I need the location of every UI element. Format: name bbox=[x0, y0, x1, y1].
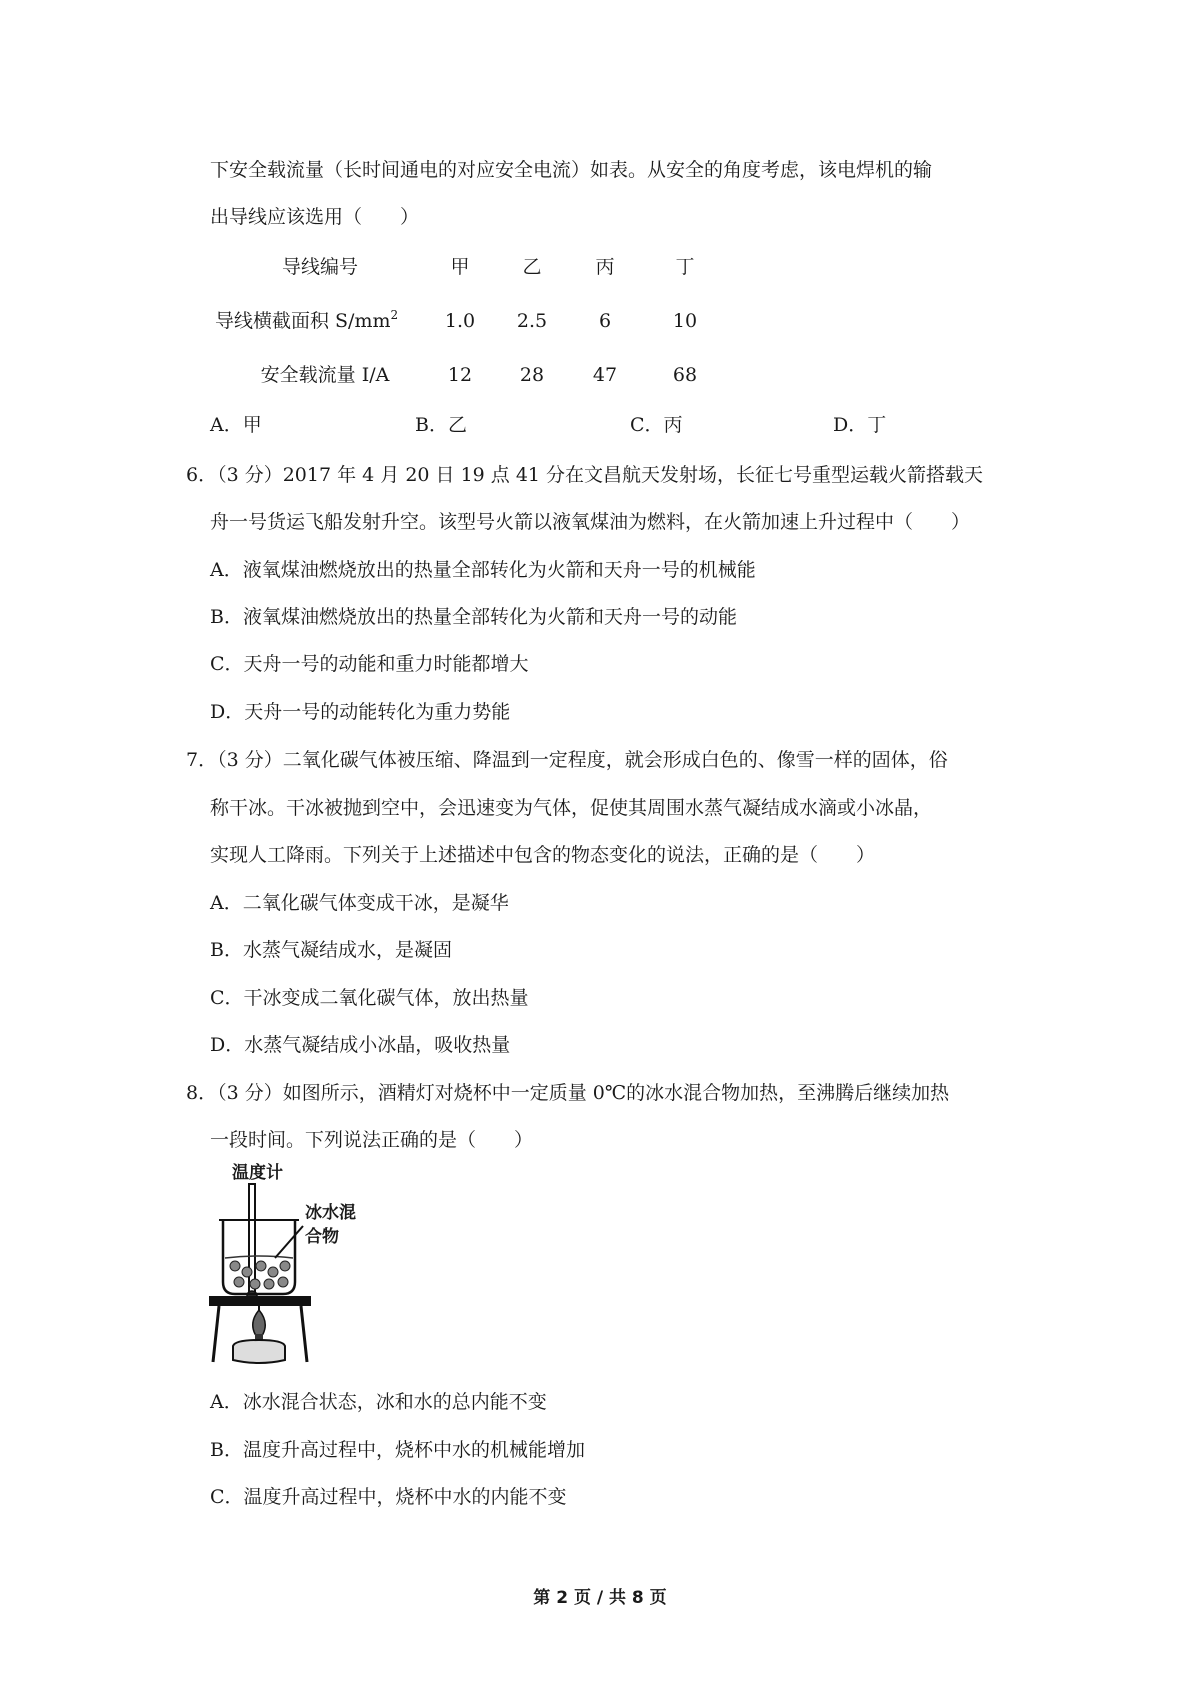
table-cell: 1.0 bbox=[444, 310, 476, 332]
table-cell: 12 bbox=[447, 364, 473, 386]
table-cell: 6 bbox=[598, 310, 612, 332]
q8-option-c: C．温度升高过程中，烧杯中水的内能不变 bbox=[210, 1486, 567, 1508]
apparatus-drawing bbox=[205, 1162, 395, 1372]
table-header-wire-id: 导线编号 bbox=[281, 256, 358, 278]
q7-stem-line-1: 7．（3 分）二氧化碳气体被压缩、降温到一定程度，就会形成白色的、像雪一样的固体，俗 bbox=[186, 749, 948, 771]
table-header-ding: 丁 bbox=[675, 256, 695, 278]
alcohol-lamp-shape bbox=[233, 1340, 285, 1363]
table-cell: 47 bbox=[592, 364, 618, 386]
gauze-shape bbox=[209, 1296, 311, 1306]
table-cell: 2.5 bbox=[516, 310, 548, 332]
q7-option-d: D．水蒸气凝结成小冰晶，吸收热量 bbox=[210, 1034, 511, 1056]
q5-intro-line-1: 下安全载流量（长时间通电的对应安全电流）如表。从安全的角度考虑，该电焊机的输 bbox=[210, 159, 933, 181]
page-footer: 第 2 页 / 共 8 页 bbox=[533, 1588, 667, 1608]
thermometer-shape bbox=[249, 1184, 255, 1294]
q7-option-a: A．二氧化碳气体变成干冰，是凝华 bbox=[210, 892, 509, 914]
q5-intro-line-2: 出导线应该选用（ ） bbox=[210, 206, 420, 228]
q7-stem-line-2: 称干冰。干冰被抛到空中，会迅速变为气体，促使其周围水蒸气凝结成水滴或小冰晶， bbox=[210, 797, 933, 819]
q6-option-c: C．天舟一号的动能和重力时能都增大 bbox=[210, 653, 529, 675]
table-row-current-label: 安全载流量 I/A bbox=[260, 364, 390, 386]
q7-option-c: C．干冰变成二氧化碳气体，放出热量 bbox=[210, 987, 529, 1009]
q5-option-b: B．乙 bbox=[415, 414, 467, 436]
q6-stem-line-1: 6．（3 分）2017 年 4 月 20 日 19 点 41 分在文昌航天发射场，长征七号重型运载火箭搭载天 bbox=[186, 464, 984, 486]
table-header-bing: 丙 bbox=[595, 256, 615, 278]
q5-option-a: A．甲 bbox=[210, 414, 262, 436]
table-cell: 68 bbox=[672, 364, 698, 386]
table-header-jia: 甲 bbox=[450, 256, 470, 278]
figure-label-thermometer: 温度计 bbox=[232, 1163, 283, 1183]
figure-label-mixture-2: 合物 bbox=[305, 1227, 339, 1247]
q5-option-c: C．丙 bbox=[630, 414, 683, 436]
table-cell: 28 bbox=[519, 364, 545, 386]
q8-stem-line-2: 一段时间。下列说法正确的是（ ） bbox=[210, 1129, 534, 1151]
q6-option-b: B．液氧煤油燃烧放出的热量全部转化为火箭和天舟一号的动能 bbox=[210, 606, 737, 628]
q8-option-b: B．温度升高过程中，烧杯中水的机械能增加 bbox=[210, 1439, 585, 1461]
q5-option-d: D．丁 bbox=[833, 414, 887, 436]
q8-stem-line-1: 8．（3 分）如图所示，酒精灯对烧杯中一定质量 0℃的冰水混合物加热，至沸腾后继续加热 bbox=[186, 1082, 950, 1104]
beaker-heating-figure bbox=[205, 1162, 395, 1372]
q6-option-d: D．天舟一号的动能转化为重力势能 bbox=[210, 701, 511, 723]
q7-option-b: B．水蒸气凝结成水，是凝固 bbox=[210, 939, 452, 961]
table-header-yi: 乙 bbox=[522, 256, 542, 278]
q6-option-a: A．液氧煤油燃烧放出的热量全部转化为火箭和天舟一号的机械能 bbox=[210, 559, 756, 581]
figure-label-mixture-1: 冰水混 bbox=[305, 1203, 356, 1223]
flame-shape bbox=[253, 1310, 266, 1337]
q7-stem-line-3: 实现人工降雨。下列关于上述描述中包含的物态变化的说法，正确的是（ ） bbox=[210, 844, 876, 866]
q6-stem-line-2: 舟一号货运飞船发射升空。该型号火箭以液氧煤油为燃料，在火箭加速上升过程中（ ） bbox=[210, 511, 971, 533]
ice-pieces bbox=[230, 1261, 290, 1289]
table-row-area-label: 导线横截面积 $S/mm^2$ bbox=[215, 308, 399, 332]
table-cell: 10 bbox=[672, 310, 698, 332]
q8-option-a: A．冰水混合状态，冰和水的总内能不变 bbox=[210, 1391, 547, 1413]
